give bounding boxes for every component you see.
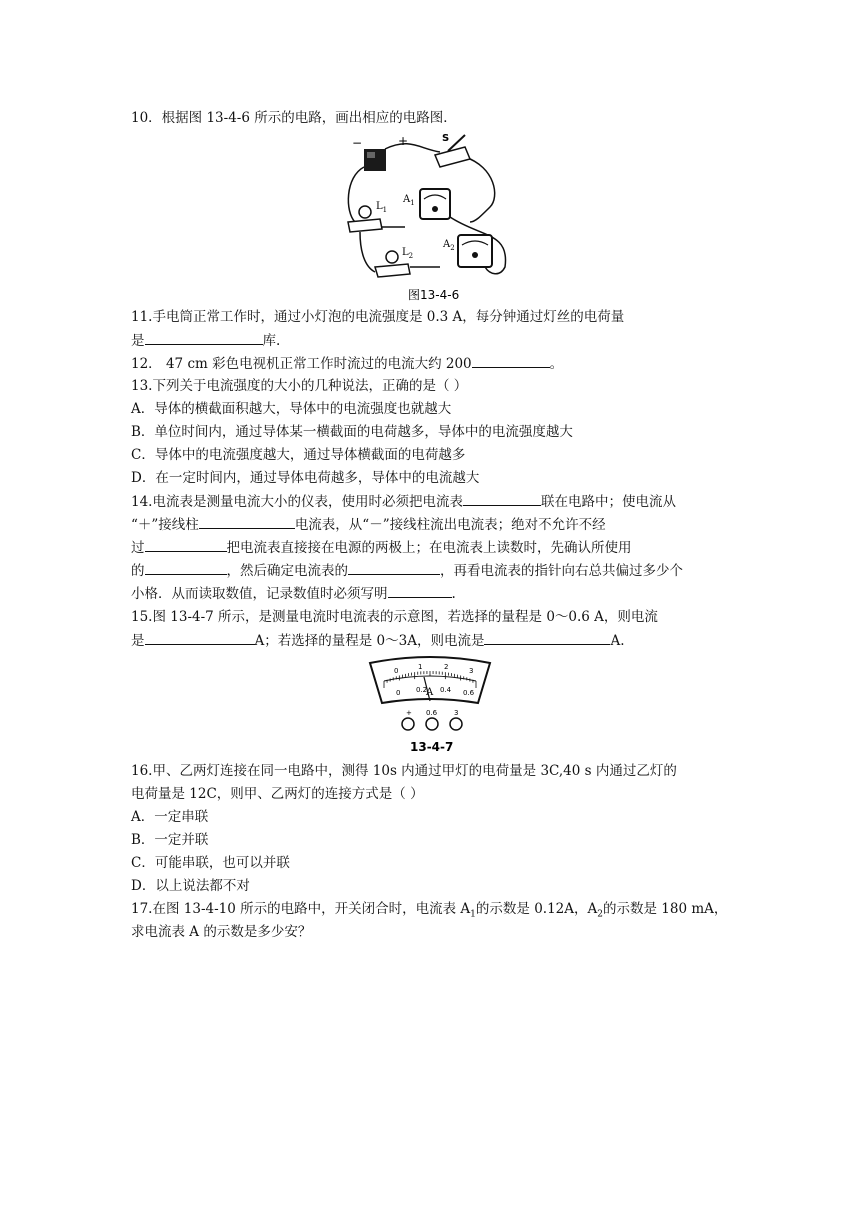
circuit-figure-13-4-6 xyxy=(340,127,515,305)
q14-blank-1[interactable] xyxy=(463,491,541,506)
lamp-l1-base xyxy=(348,219,382,232)
q16-option-b: B．一定并联 xyxy=(131,832,209,848)
bottom-tick-2: 0.4 xyxy=(440,686,452,694)
q14-blank-2[interactable] xyxy=(199,514,295,529)
q14-line5: 小格．从而读取数值，记录数值时必须写明 . xyxy=(131,583,456,604)
switch-shape xyxy=(435,147,470,167)
q16-option-d: D．以上说法都不对 xyxy=(131,878,250,894)
figure-caption-13-4-6: 图13-4-6 xyxy=(408,288,460,302)
lamp-l2-base xyxy=(375,264,410,277)
q13-option-b: B．单位时间内，通过导体某一横截面的电荷越多，导体中的电流强度越大 xyxy=(131,424,573,440)
a1-label: $A_1$ xyxy=(403,194,415,207)
unit-label: A xyxy=(426,687,434,698)
terminal-0-6-label: 0.6 xyxy=(426,709,438,717)
q14-line3: 过 把电流表直接接在电源的两极上；在电流表上读数时，先确认所使用 xyxy=(131,537,632,558)
terminal-plus xyxy=(402,718,414,730)
q15-blank-2[interactable] xyxy=(484,630,610,645)
q13-option-c: C．导体中的电流强度越大，通过导体横截面的电荷越多 xyxy=(131,447,466,463)
plus-label: + xyxy=(398,134,409,148)
q15-line2: 是 A；若选择的量程是 0～3A，则电流是 A. xyxy=(131,630,625,651)
figure-caption-13-4-7: 13-4-7 xyxy=(410,740,454,754)
top-tick-0: 0 xyxy=(394,667,399,675)
ammeter-figure-13-4-7 xyxy=(366,655,494,755)
top-tick-3: 3 xyxy=(469,667,474,675)
q14-line1: 14.电流表是测量电流大小的仪表，使用时必须把电流表 联在电路中；使电流从 xyxy=(131,491,676,512)
q11-line1: 11.手电筒正常工作时，通过小灯泡的电流强度是 0.3 A，每分钟通过灯丝的电荷量 xyxy=(131,309,625,325)
l2-label: $L_2$ xyxy=(402,247,414,260)
q15-line1: 15.图 13-4-7 所示，是测量电流时电流表的示意图，若选择的量程是 0～0.6 A，则电流 xyxy=(131,609,658,625)
q16-line2: 电荷量是 12C，则甲、乙两灯的连接方式是（ ） xyxy=(131,786,424,802)
terminal-3 xyxy=(450,718,462,730)
top-tick-2: 2 xyxy=(444,663,449,671)
a2-label: $A_2$ xyxy=(443,239,455,252)
minus-label: − xyxy=(352,136,363,150)
q13-option-a: A．导体的横截面积越大，导体中的电流强度也就越大 xyxy=(131,401,452,417)
ammeter-a1-shape xyxy=(420,189,450,219)
q14-blank-5[interactable] xyxy=(348,560,440,575)
bottom-tick-0: 0 xyxy=(396,689,401,697)
terminal-plus-label: + xyxy=(406,709,412,717)
ammeter-a2-shape xyxy=(458,235,492,267)
switch-label: S xyxy=(442,133,450,144)
q10-text: 10．根据图 13-4-6 所示的电路，画出相应的电路图． xyxy=(131,110,457,126)
q13-stem: 13.下列关于电流强度的大小的几种说法，正确的是（ ） xyxy=(131,378,468,394)
q16-line1: 16.甲、乙两灯连接在同一电路中，测得 10s 内通过甲灯的电荷量是 3C,40 s 内通过乙灯的 xyxy=(131,763,677,779)
bottom-tick-3: 0.6 xyxy=(463,689,475,697)
q14-line2: “＋”接线柱 电流表，从“－”接线柱流出电流表；绝对不允许不经 xyxy=(131,514,606,535)
q14-blank-6[interactable] xyxy=(388,583,452,598)
q15-blank-1[interactable] xyxy=(145,630,255,645)
terminal-0-6 xyxy=(426,718,438,730)
q16-option-c: C．可能串联，也可以并联 xyxy=(131,855,290,871)
q14-line4: 的 ，然后确定电流表的 ，再看电流表的指针向右总共偏过多少个 xyxy=(131,560,683,581)
l1-label: $L_1$ xyxy=(376,201,388,214)
q14-blank-4[interactable] xyxy=(145,560,227,575)
q11-line2: 是 库. xyxy=(131,330,280,351)
q13-option-d: D．在一定时间内，通过导体电荷越多，导体中的电流越大 xyxy=(131,470,480,486)
top-tick-1: 1 xyxy=(418,663,423,671)
q16-option-a: A．一定串联 xyxy=(131,809,209,825)
bottom-tick-1: 0.2 xyxy=(416,686,428,694)
q11-answer-blank[interactable] xyxy=(145,330,263,345)
q12-answer-blank[interactable] xyxy=(472,353,550,368)
terminal-3-label: 3 xyxy=(454,709,459,717)
q12-line: 12． 47 cm 彩色电视机正常工作时流过的电流大约 200 。 xyxy=(131,353,563,374)
q17-line2: 求电流表 A 的示数是多少安？ xyxy=(131,924,312,940)
q14-blank-3[interactable] xyxy=(145,537,227,552)
q17-line1: 17.在图 13-4-10 所示的电路中，开关闭合时，电流表 $A_1$的示数是 0.12A，$A_2$的示数是 180 mA， xyxy=(131,901,728,920)
